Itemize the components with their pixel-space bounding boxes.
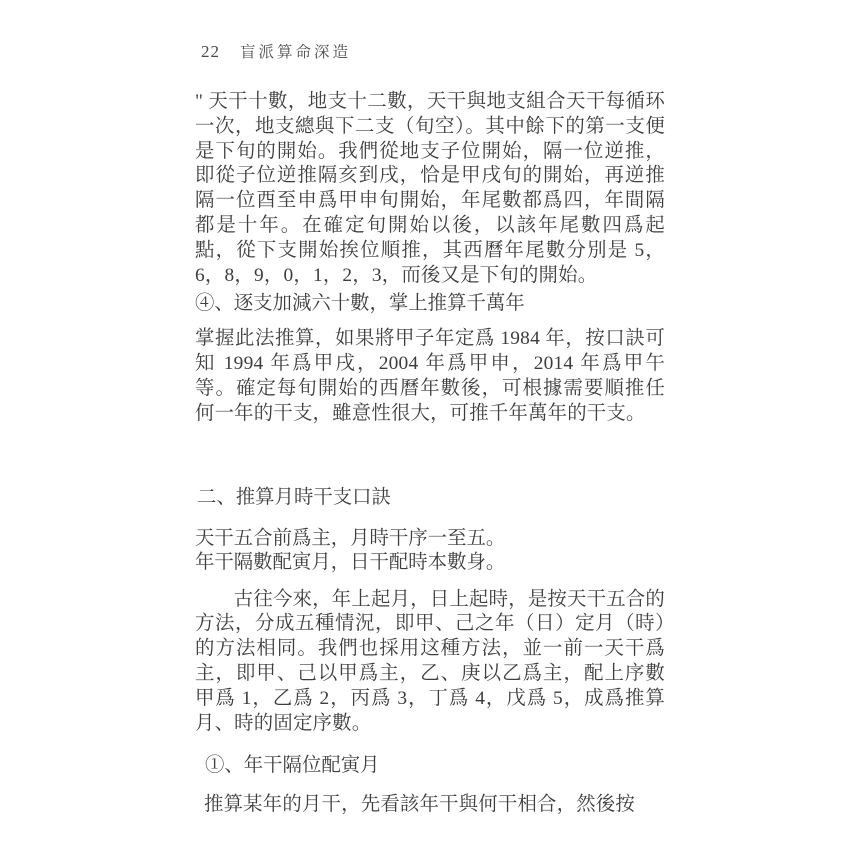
paragraph-five-combinations: 古往今來，年上起月，日上起時，是按天干五合的方法，分成五種情況，即甲、己之年（日）定月（時）的方法相同。我們也採用这種方法，並一前一天干爲主，即甲、己以甲爲主，乙、庚以乙爲主，配上序數甲爲 1，乙爲 2，丙爲 3，丁爲 4，戊爲 5，成爲推算月、時的固定序數。 (195, 588, 665, 734)
verse-line-2: 年干隔數配寅月，日干配時本數身。 (195, 552, 506, 574)
page-header (201, 40, 351, 62)
paragraph-ten-stems: " 天干十數，地支十二數，天干與地支組合天干每循环一次，地支總與下二支（旬空）。其中餘下的第一支便是下旬的開始。我們從地支子位開始，隔一位逆推，即從子位逆推隔亥到戌，恰是甲戌旬的開始，再逆推隔一位酉至申爲甲申旬開始，年尾數都爲四，年間隔都是十年。在確定旬開始以後，以該年尾數四爲起點，從下支開始挨位順推，其西曆年尾數分別是 5，6，8，9，0，1，2，3，而後又是下旬的開始。 (195, 91, 665, 286)
paragraph-1984-example: 掌握此法推算，如果將甲子年定爲 1984 年，按口訣可知 1994 年爲甲戌，2004 年爲甲申，2014 年爲甲午等。確定每旬開始的西曆年數後，可根據需要順推任何一年的干支，雖意性很大，可推千年萬年的干支。 (195, 328, 665, 424)
paragraph-month-stem: 推算某年的月干，先看該年干與何干相合，然後按 (204, 794, 635, 816)
subheading-circled-4: ④、逐支加減六十數，掌上推算千萬年 (195, 293, 525, 315)
page-content (195, 90, 665, 818)
book-title: 盲派算命深造 (240, 44, 352, 61)
page-number: 22 (201, 42, 220, 61)
verse-line-1: 天干五合前爲主，月時干序一至五。 (195, 527, 506, 549)
subheading-circled-1: ①、年干隔位配寅月 (205, 755, 380, 777)
section-heading-2: 二、推算月時干支口訣 (197, 486, 391, 508)
